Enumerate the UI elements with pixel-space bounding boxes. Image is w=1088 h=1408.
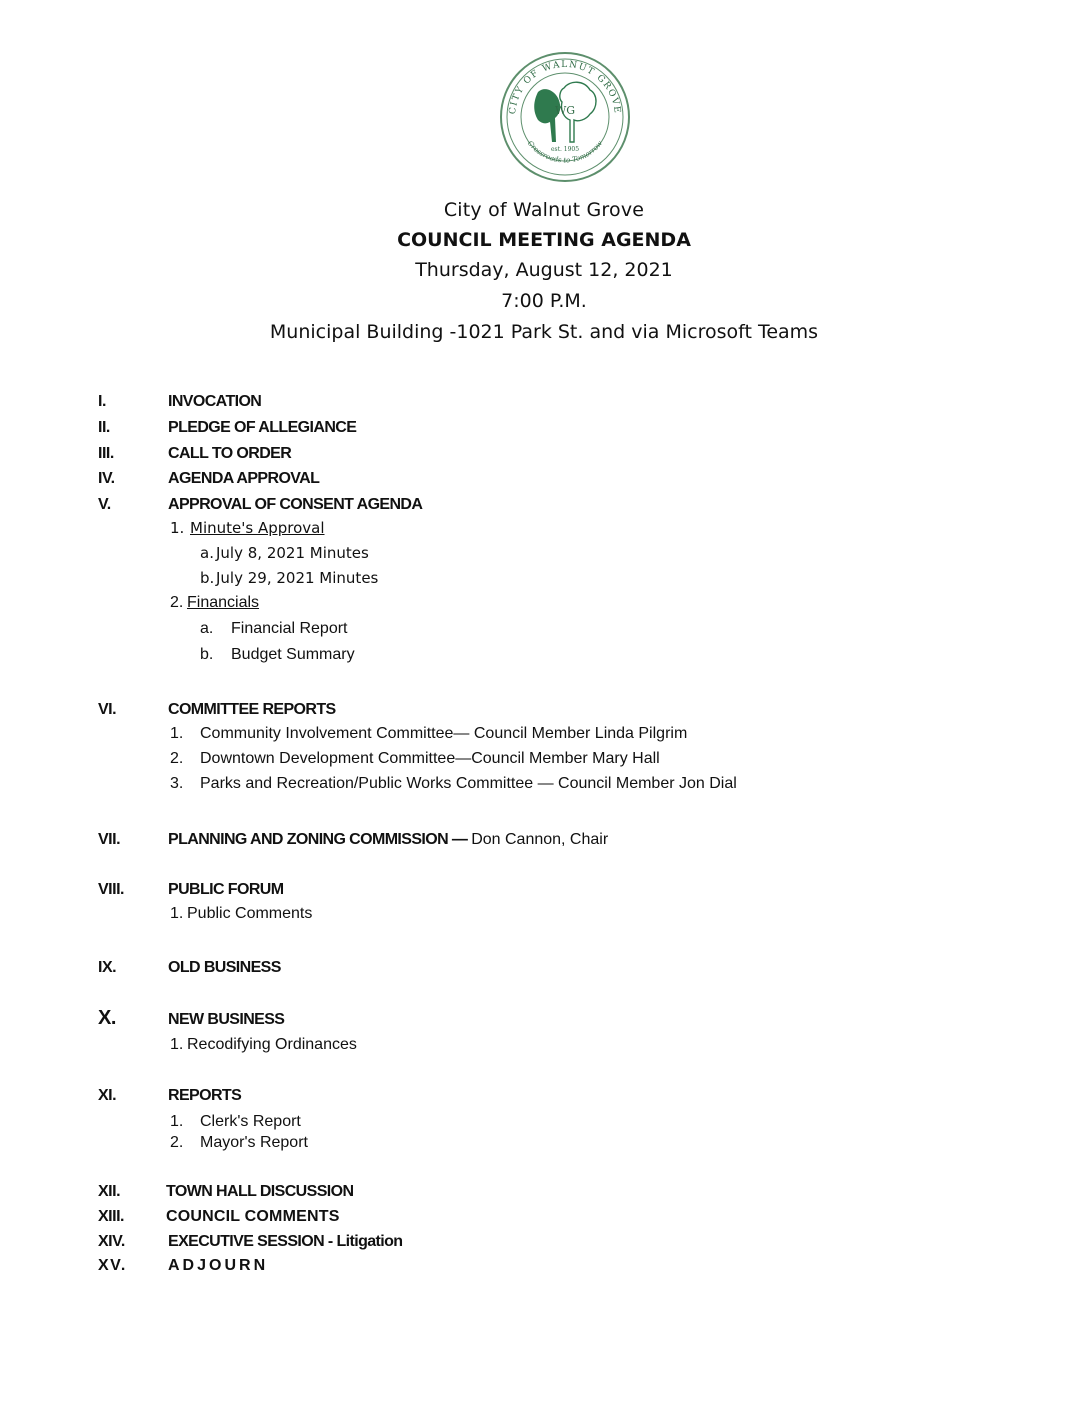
sub-item-number: 2. [170, 750, 184, 767]
agenda-item-agenda-approval [0, 470, 1088, 492]
item-label: REPORTS [168, 1087, 242, 1104]
item-label: AGENDA APPROVAL [168, 470, 320, 487]
item-number: VII. [98, 831, 121, 848]
agenda-item-council-comments [0, 1208, 1088, 1230]
item-number: XV. [98, 1257, 127, 1274]
item-label [168, 831, 608, 849]
item-number: IV. [98, 470, 115, 487]
sub-item-number: 1. [170, 1036, 184, 1053]
item-label-suffix: Don Cannon, Chair [471, 831, 609, 848]
financials-item-report [0, 620, 1088, 642]
sub-item-number: 2. [170, 1134, 184, 1151]
agenda-item-call-to-order [0, 445, 1088, 467]
sub-item-number: 1. [170, 519, 185, 537]
sub-item-number: 1. [170, 725, 184, 742]
new-business-item-recodifying [0, 1036, 1088, 1058]
item-label: COUNCIL COMMENTS [166, 1208, 340, 1225]
item-label: OLD BUSINESS [168, 959, 281, 976]
svg-text:Crossroads to Tomorrow: Crossroads to Tomorrow [525, 139, 605, 165]
sub-item-label: Recodifying Ordinances [187, 1036, 357, 1053]
sub-item-label: Parks and Recreation/Public Works Committee — Council Member Jon Dial [200, 775, 737, 792]
sub-sub-item-label: July 8, 2021 Minutes [216, 544, 369, 562]
item-number: XII. [98, 1183, 121, 1200]
sub-sub-item-letter: a. [200, 620, 214, 637]
svg-text:est. 1905: est. 1905 [550, 146, 580, 153]
sub-sub-item-letter: b. [200, 569, 215, 587]
agenda-item-pledge [0, 419, 1088, 441]
agenda-item-planning-zoning [0, 831, 1088, 853]
meeting-location: Municipal Building -1021 Park St. and via Microsoft Teams [269, 321, 819, 343]
item-label: TOWN HALL DISCUSSION [166, 1183, 354, 1200]
sub-item-number: 3. [170, 775, 184, 792]
sub-item-number: 2. [170, 594, 184, 611]
item-number: XI. [98, 1087, 117, 1104]
agenda-item-invocation [0, 393, 1088, 415]
item-label: NEW BUSINESS [168, 1011, 285, 1028]
sub-item-label: Minute's Approval [190, 519, 325, 537]
sub-item-label: Clerk's Report [200, 1113, 301, 1130]
item-number: V. [98, 496, 111, 513]
agenda-item-town-hall [0, 1183, 1088, 1205]
agenda-item-public-forum [0, 881, 1088, 903]
financials-item-budget [0, 646, 1088, 668]
meeting-date: Thursday, August 12, 2021 [415, 259, 673, 281]
item-label: INVOCATION [168, 393, 262, 410]
item-number: IX. [98, 959, 117, 976]
committee-item-downtown [0, 750, 1088, 772]
agenda-item-executive-session [0, 1233, 1088, 1255]
sub-item-label: Community Involvement Committee— Council Member Linda Pilgrim [200, 725, 688, 742]
item-number: III. [98, 445, 114, 462]
item-label: ADJOURN [168, 1257, 269, 1274]
item-label: CALL TO ORDER [168, 445, 292, 462]
sub-item-number: 1. [170, 1113, 184, 1130]
item-number: II. [98, 419, 110, 436]
svg-text:WG: WG [554, 104, 576, 117]
minutes-item-july-29 [0, 569, 1088, 591]
agenda-item-reports [0, 1087, 1088, 1109]
consent-item-financials [0, 594, 1088, 616]
reports-item-clerk [0, 1113, 1088, 1135]
sub-sub-item-label: Budget Summary [231, 646, 355, 663]
agenda-item-committee-reports [0, 701, 1088, 723]
sub-sub-item-letter: b. [200, 646, 214, 663]
agenda-item-new-business [0, 1007, 1088, 1033]
item-number: VI. [98, 701, 117, 718]
reports-item-mayor [0, 1134, 1088, 1156]
sub-item-number: 1. [170, 905, 184, 922]
city-name: City of Walnut Grove [443, 199, 645, 221]
item-number: XIII. [98, 1208, 124, 1225]
sub-item-label: Financials [187, 594, 260, 611]
item-number: XIV. [98, 1233, 125, 1250]
document-title: COUNCIL MEETING AGENDA [397, 229, 691, 251]
sub-item-label: Downtown Development Committee—Council Member Mary Hall [200, 750, 660, 767]
item-number: X. [98, 1007, 116, 1029]
meeting-time: 7:00 P.M. [501, 290, 587, 312]
sub-sub-item-label: Financial Report [231, 620, 348, 637]
committee-item-parks [0, 775, 1088, 797]
svg-text:CITY OF WALNUT GROVE: CITY OF WALNUT GROVE [507, 60, 623, 115]
item-number: VIII. [98, 881, 124, 898]
item-label: PUBLIC FORUM [168, 881, 284, 898]
agenda-item-old-business [0, 959, 1088, 981]
item-label: APPROVAL OF CONSENT AGENDA [168, 496, 423, 513]
sub-item-label: Mayor's Report [200, 1134, 308, 1151]
item-label: EXECUTIVE SESSION - Litigation [168, 1233, 403, 1250]
agenda-item-adjourn [0, 1257, 1088, 1279]
sub-sub-item-letter: a. [200, 544, 214, 562]
sub-item-label: Public Comments [187, 905, 313, 922]
forum-item-public-comments [0, 905, 1088, 927]
item-label: PLEDGE OF ALLEGIANCE [168, 419, 357, 436]
sub-sub-item-label: July 29, 2021 Minutes [216, 569, 379, 587]
item-label-text: PLANNING AND ZONING COMMISSION — [168, 831, 468, 848]
consent-item-minutes [0, 519, 1088, 541]
item-number: I. [98, 393, 106, 410]
minutes-item-july-8 [0, 544, 1088, 566]
committee-item-community [0, 725, 1088, 747]
agenda-item-consent-agenda [0, 496, 1088, 518]
item-label: COMMITTEE REPORTS [168, 701, 336, 718]
